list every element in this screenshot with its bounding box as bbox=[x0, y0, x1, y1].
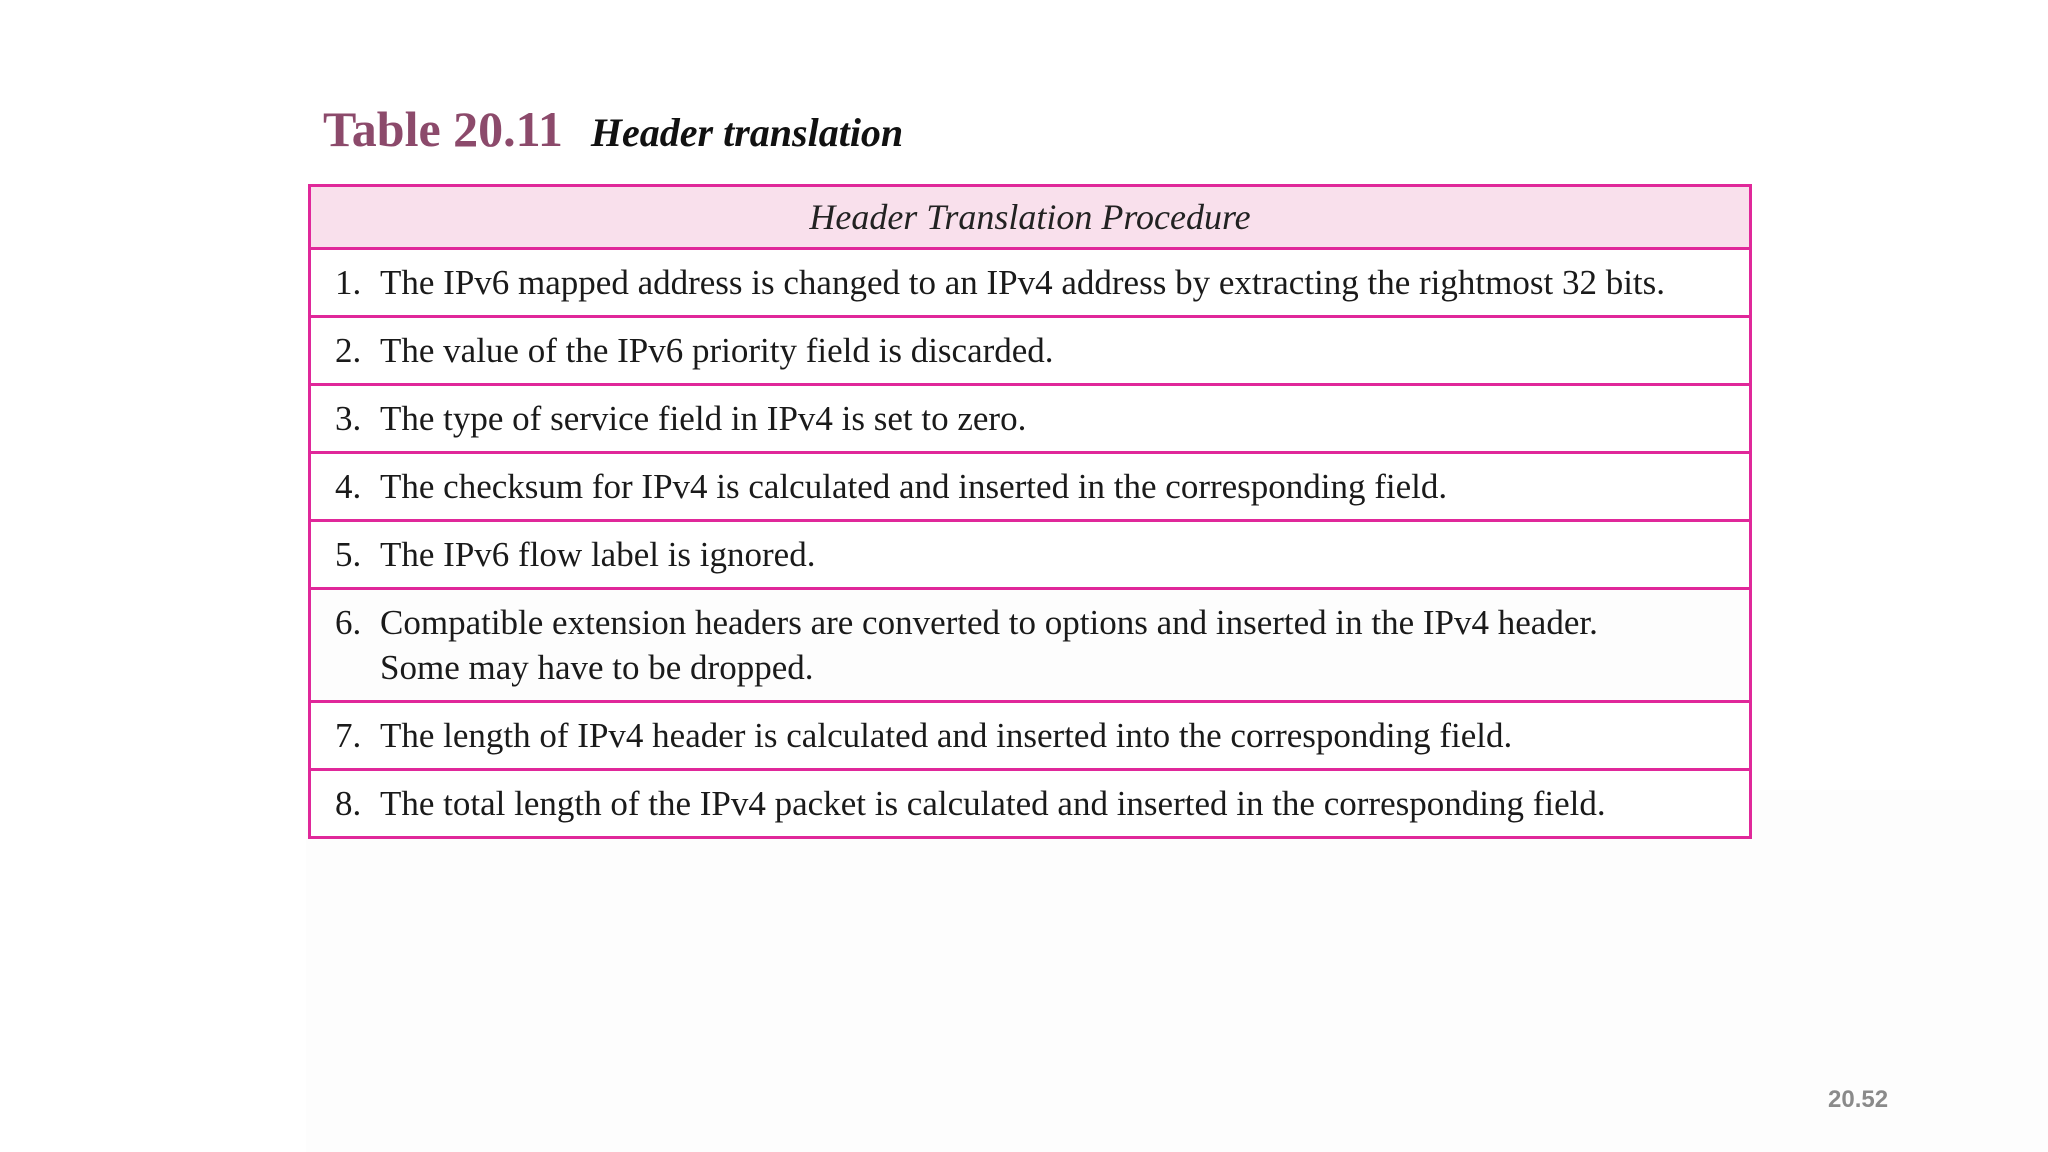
table-caption: Header translation bbox=[590, 110, 904, 155]
table-row bbox=[311, 703, 1749, 771]
row-text-line-1: Compatible extension headers are converted to options and inserted in the IPv4 header. bbox=[380, 603, 1598, 642]
row-text: The value of the IPv6 priority field is discarded. bbox=[380, 331, 1054, 370]
row-text: The type of service field in IPv4 is set to zero. bbox=[380, 399, 1027, 438]
row-text: The length of IPv4 header is calculated and inserted into the corresponding field. bbox=[380, 716, 1513, 755]
slide-background-panel bbox=[306, 790, 2048, 1152]
row-number: 4. bbox=[335, 467, 362, 506]
row-number: 6. bbox=[335, 603, 362, 642]
row-text: The IPv6 mapped address is changed to an IPv4 address by extracting the rightmost 32 bits. bbox=[380, 263, 1666, 302]
table-row bbox=[311, 454, 1749, 522]
row-number: 8. bbox=[335, 784, 362, 823]
row-number: 3. bbox=[335, 399, 362, 438]
table-title bbox=[323, 100, 903, 170]
row-number: 7. bbox=[335, 716, 362, 755]
table-row bbox=[311, 771, 1749, 836]
row-text: The checksum for IPv4 is calculated and inserted in the corresponding field. bbox=[380, 467, 1448, 506]
row-number: 5. bbox=[335, 535, 362, 574]
table-number: Table 20.11 bbox=[323, 101, 563, 157]
row-number: 1. bbox=[335, 263, 362, 302]
header-translation-table bbox=[308, 184, 1752, 839]
table-row bbox=[311, 318, 1749, 386]
table-row bbox=[311, 250, 1749, 318]
table-row bbox=[311, 590, 1749, 703]
table-row bbox=[311, 522, 1749, 590]
row-text-line-2: Some may have to be dropped. bbox=[380, 648, 814, 687]
page-number: 20.52 bbox=[1828, 1086, 1889, 1113]
row-text-multiline bbox=[380, 600, 1729, 690]
row-text: The total length of the IPv4 packet is calculated and inserted in the corresponding field. bbox=[380, 784, 1606, 823]
table-row bbox=[311, 386, 1749, 454]
row-text: The IPv6 flow label is ignored. bbox=[380, 535, 816, 574]
row-number: 2. bbox=[335, 331, 362, 370]
table-column-header: Header Translation Procedure bbox=[311, 187, 1749, 250]
